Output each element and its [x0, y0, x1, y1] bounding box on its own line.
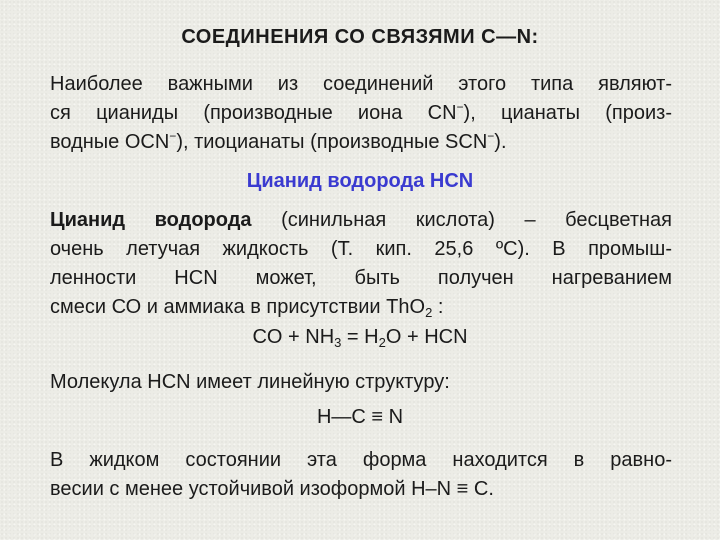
- subscript: 3: [334, 335, 342, 350]
- term-bold: Цианид водорода: [50, 209, 252, 231]
- intro-text: ся цианиды (производные иона CN: [50, 102, 457, 124]
- description-line-2: очень летучая жидкость (Т. кип. 25,6 ºС). В промыш-: [50, 238, 672, 260]
- subscript: 2: [378, 335, 386, 350]
- equation-part: O + HCN: [385, 326, 468, 348]
- section-heading: Цианид водорода HCN: [246, 170, 474, 192]
- equilibrium-line-1: В жидком состоянии эта форма находится в равно-: [50, 449, 672, 471]
- intro-text: ), цианаты (произ-: [463, 102, 672, 124]
- description-line-1: [50, 206, 672, 235]
- equation-part: = H: [341, 326, 379, 348]
- description-text: смеси СО и аммиака в присутствии ThO: [50, 296, 426, 318]
- structure-formula: H—C ≡ N: [316, 406, 404, 428]
- intro-text: ).: [494, 131, 507, 153]
- intro-text: водные OCN: [50, 131, 170, 153]
- slide-title: СОЕДИНЕНИЯ СО СВЯЗЯМИ С—N:: [181, 26, 539, 48]
- charge-superscript: −: [487, 129, 495, 143]
- charge-superscript: −: [169, 129, 177, 143]
- intro-paragraph: [50, 70, 672, 157]
- description-text: :: [432, 296, 444, 318]
- intro-text: ), тиоцианаты (производные SCN: [176, 131, 488, 153]
- description-paragraph: [50, 206, 672, 322]
- subscript: 2: [425, 305, 433, 320]
- intro-line-2: [50, 99, 672, 128]
- equilibrium-paragraph: [50, 446, 672, 504]
- charge-superscript: −: [456, 100, 464, 114]
- structure-paragraph: [50, 368, 672, 397]
- description-line-3: ленности HCN может, быть получен нагреванием: [50, 267, 672, 289]
- description-text: (синильная кислота) – бесцветная: [251, 209, 672, 231]
- equilibrium-line-2: весии с менее устойчивой изоформой H–N ≡ C.: [50, 478, 494, 500]
- intro-line-3: [50, 128, 672, 157]
- equation-part: CO + NH: [252, 326, 335, 348]
- structure-text: Молекула HCN имеет линейную структуру:: [50, 371, 450, 393]
- description-line-4: [50, 293, 672, 322]
- intro-line-1: Наиболее важными из соединений этого типа являют-: [50, 73, 672, 95]
- reaction-equation: [0, 326, 720, 349]
